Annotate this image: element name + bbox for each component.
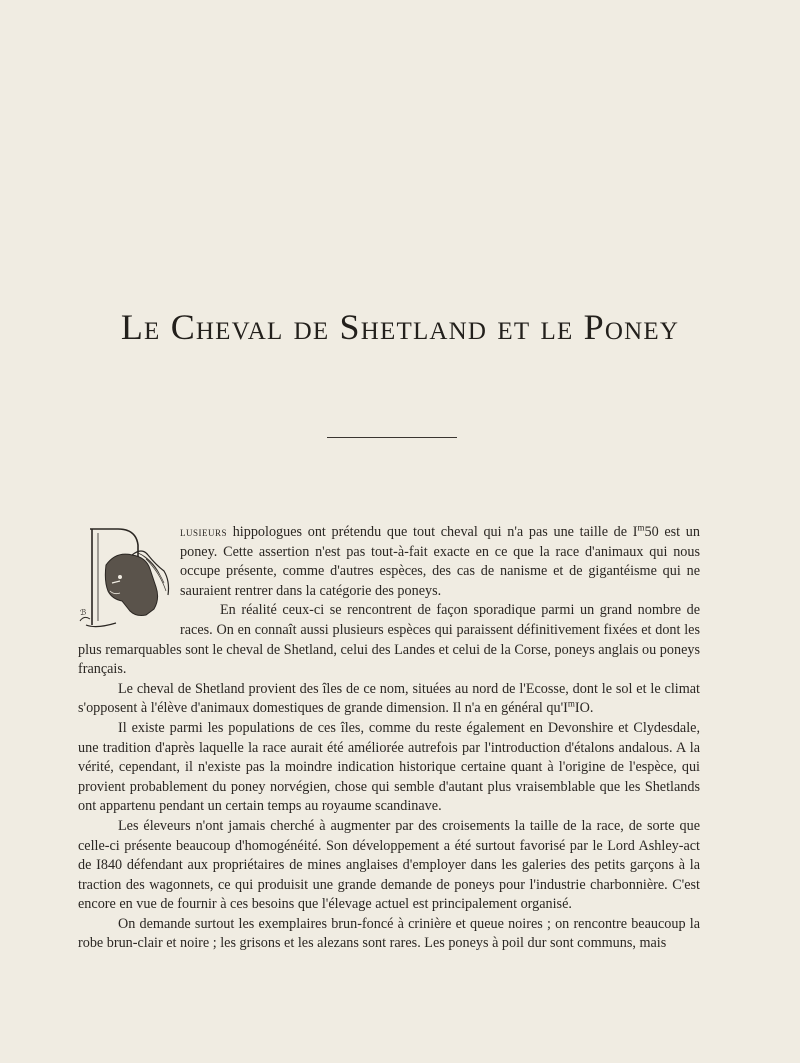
page-title: Le Cheval de Shetland et le Poney: [120, 307, 680, 347]
paragraph-5: Les éleveurs n'ont jamais cherché à augmenter par des croisements la taille de la race, de sorte que celle-ci présente beaucoup d'homogénéité. Son développement a été surtout favorisé par le Lord Ashley-act de I840 défendant aux propriétaires de mines anglaises d'employer dans les galeries des petits garçons à la traction des wagonnets, ce qui produisit une grande demande de poneys pour l'industrie charbonnière. C'est encore en vue de fournir à ces besoins que l'élevage actuel est principalement organisé.: [78, 817, 700, 913]
paragraph-4: Il existe parmi les populations de ces îles, comme du reste également en Devonshire et Clydesdale, une tradition d'après laquelle la race aurait été améliorée autrefois par l'introduction d'étalons andalous. A la vérité, cependant, il n'existe pas la moindre indication historique certaine quant à l'origine de l'espèce, qui provient probablement du poney norvégien, chose qui semble d'autant plus vraisemblable que les Shetlands ont appartenu pendant un certain temps au royaume scandinave.: [78, 719, 700, 815]
article-body: [78, 523, 700, 954]
title-divider: [327, 437, 457, 438]
paragraph-3-text: Le cheval de Shetland provient des îles de ce nom, situées au nord de l'Ecosse, dont le sol et le climat s'opposent à l'élève d'animaux domestiques de grande dimension. Il n'a en général qu'I: [78, 680, 700, 717]
lead-word: lusieurs: [180, 525, 228, 539]
paragraph-6: On demande surtout les exemplaires brun-foncé à crinière et queue noires ; on rencontre beaucoup la robe brun-clair et noire ; les grisons et les alezans sont rares. Les poneys à poil dur sont communs, mais: [78, 915, 700, 952]
paragraph-1-text-cont: 50 est un poney. Cette assertion n'est pas tout-à-fait exacte en ce que la race d'animaux qui nous occupe présente, comme d'autres espèces, des cas de nanisme et de gigantéisme qui ne sauraient rentrer dans la catégorie des poneys.: [180, 524, 700, 599]
paragraph-3: [78, 680, 700, 719]
paragraph-1: [78, 522, 700, 617]
paragraph-1-text: hippologues ont prétendu que tout cheval qui n'a pas une taille de I: [227, 524, 638, 540]
dropcap-horse-illustration: [76, 525, 176, 629]
paragraph-2: En réalité ceux-ci se rencontrent de façon sporadique parmi un grand nombre de races. On en connaît aussi plusieurs espèces qui paraissent définitivement fixées et dont les plus remarquables sont le cheval de Shetland, celui des Landes et celui de la Corse, poneys anglais ou poneys français.: [78, 602, 700, 678]
paragraph-3-text-cont: IO.: [574, 700, 594, 717]
unit-superscript: m: [637, 522, 645, 533]
unit-superscript: m: [567, 698, 575, 709]
svg-text:ℬ: ℬ: [80, 608, 87, 617]
